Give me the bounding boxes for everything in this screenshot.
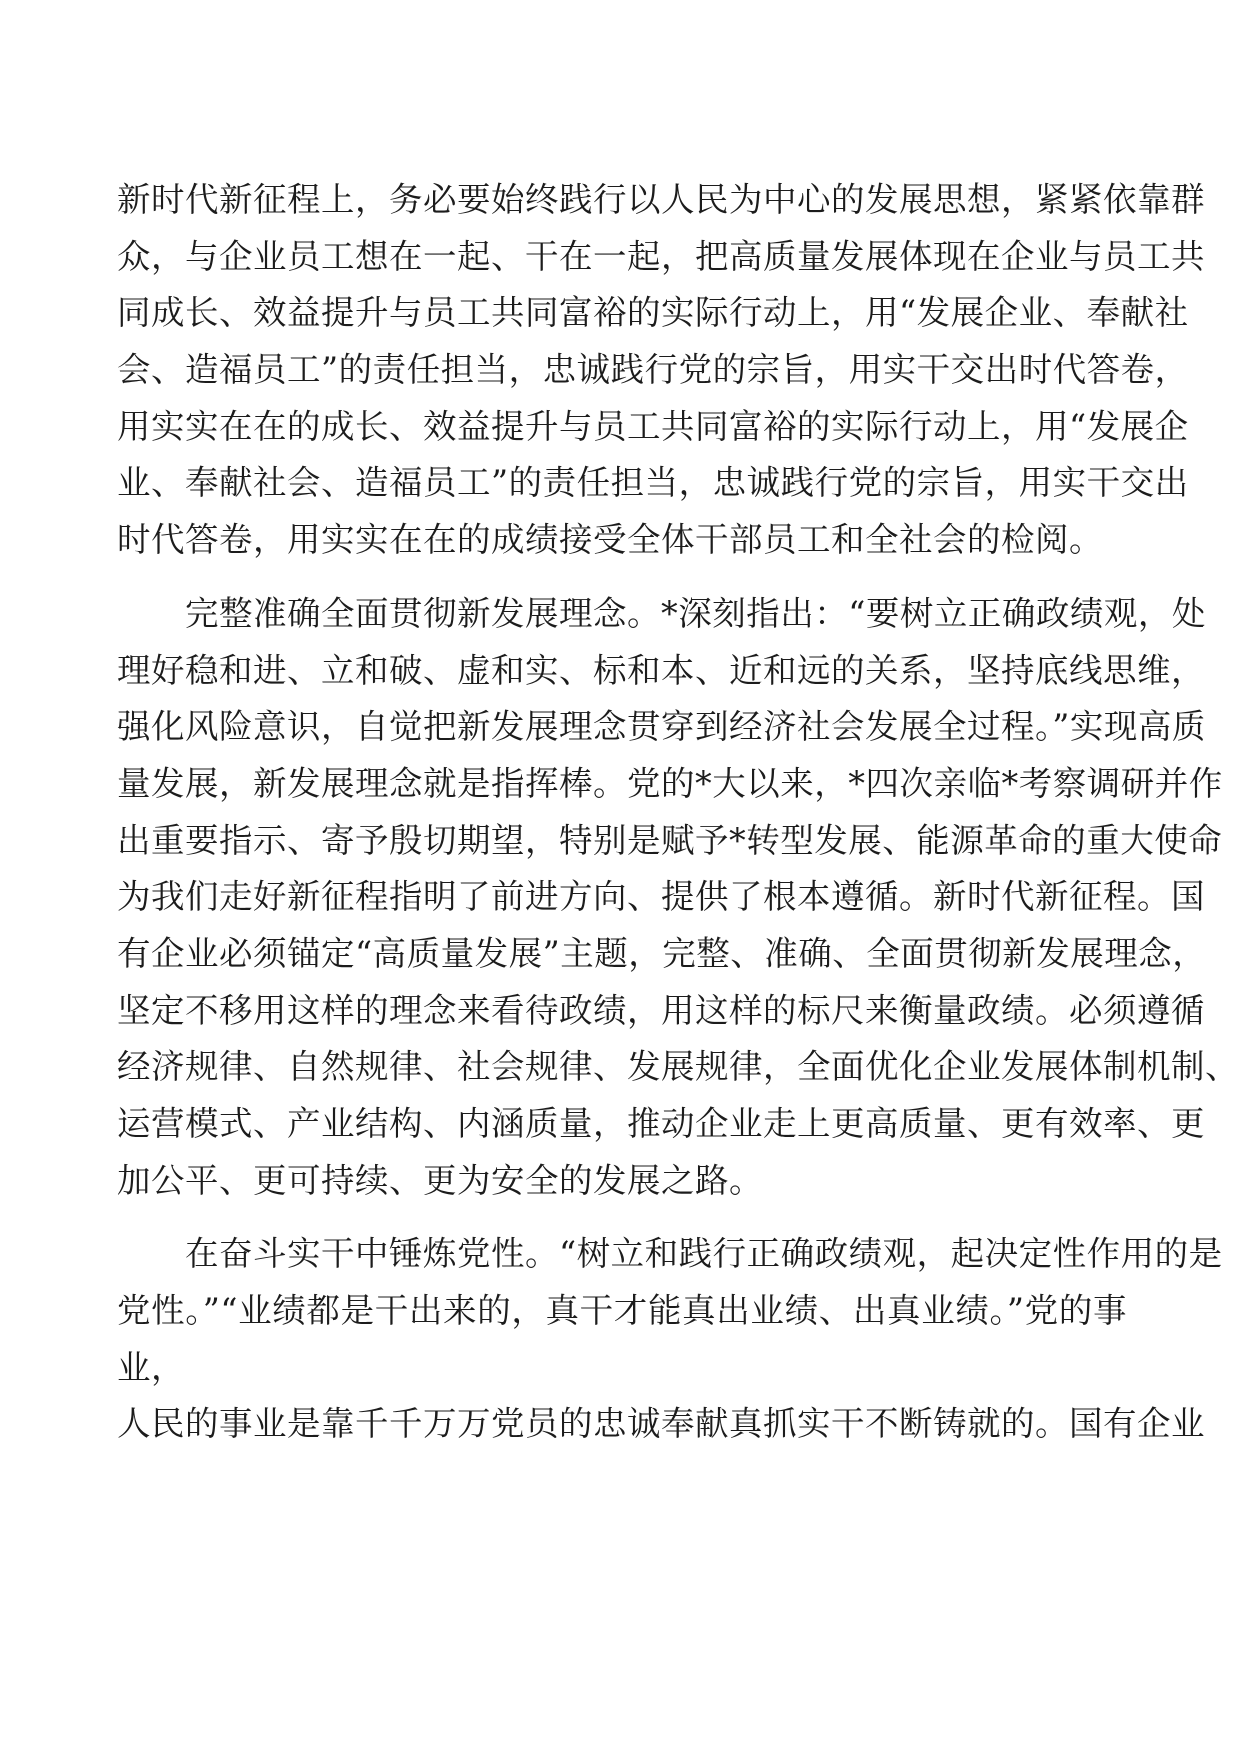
text-line: 完整准确全面贯彻新发展理念。*深刻指出：“要树立正确政绩观，处	[117, 593, 1206, 633]
text-line: 业、奉献社会、造福员工”的责任担当，忠诚践行党的宗旨，用实干交出	[117, 463, 1189, 503]
text-line: 业，	[117, 1347, 185, 1387]
text-line: 时代答卷，用实实在在的成绩接受全体干部员工和全社会的检阅。	[117, 520, 1103, 560]
text-line: 量发展，新发展理念就是指挥棒。党的*大以来，*四次亲临*考察调研并作	[117, 763, 1223, 803]
text-line: 同成长、效益提升与员工共同富裕的实际行动上，用“发展企业、奉献社	[117, 293, 1189, 333]
paragraph-gap	[117, 569, 1127, 586]
text-line: 新时代新征程上，务必要始终践行以人民为中心的发展思想，紧紧依靠群	[117, 180, 1205, 219]
text-line: 用实实在在的成长、效益提升与员工共同富裕的实际行动上，用“发展企	[117, 406, 1189, 446]
text-line: 众，与企业员工想在一起、干在一起，把高质量发展体现在企业与员工共	[117, 236, 1205, 276]
text-line: 运营模式、产业结构、内涵质量，推动企业走上更高质量、更有效率、更	[117, 1104, 1205, 1143]
document-body	[117, 172, 1239, 1453]
text-line: 出重要指示、寄予殷切期望，特别是赋予*转型发展、能源革命的重大使命	[117, 820, 1223, 860]
text-line: 会、造福员工”的责任担当，忠诚践行党的宗旨，用实干交出时代答卷，	[117, 350, 1189, 390]
text-line: 为我们走好新征程指明了前进方向、提供了根本遵循。新时代新征程。国	[117, 877, 1205, 917]
paragraph-2	[117, 586, 1239, 1210]
text-line: 加公平、更可持续、更为安全的发展之路。	[117, 1160, 763, 1200]
text-line: 强化风险意识，自觉把新发展理念贯穿到经济社会发展全过程。”实现高质	[117, 707, 1206, 747]
paragraph-1	[117, 172, 1205, 569]
text-line: 人民的事业是靠千千万万党员的忠诚奉献真抓实干不断铸就的。国有企业	[117, 1404, 1205, 1444]
paragraph-gap	[117, 1209, 1127, 1226]
text-line: 经济规律、自然规律、社会规律、发展规律，全面优化企业发展体制机制、	[117, 1047, 1239, 1087]
text-line: 党性。”“业绩都是干出来的，真干才能真出业绩、出真业绩。”党的事	[117, 1291, 1127, 1331]
text-line: 在奋斗实干中锤炼党性。“树立和践行正确政绩观，起决定性作用的是	[117, 1234, 1223, 1274]
text-line: 理好稳和进、立和破、虚和实、标和本、近和远的关系，坚持底线思维，	[117, 650, 1205, 690]
text-line: 有企业必须锚定“高质量发展”主题，完整、准确、全面贯彻新发展理念，	[117, 933, 1207, 973]
paragraph-3	[117, 1226, 1223, 1453]
text-line: 坚定不移用这样的理念来看待政绩，用这样的标尺来衡量政绩。必须遵循	[117, 990, 1205, 1030]
